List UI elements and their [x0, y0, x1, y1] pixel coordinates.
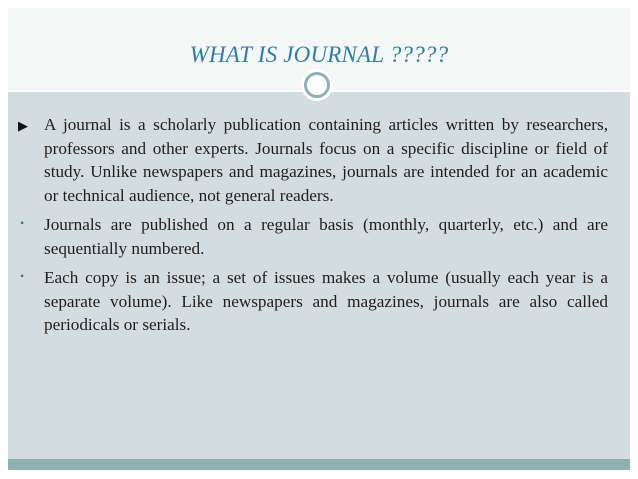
bullet-text: A journal is a scholarly publication containing articles written by researchers, professors and other experts. Journals focus on a specific discipline or field of study. Unlike newspapers and magazines, journals are intended for an academic or technical audience, not general readers. — [44, 115, 608, 205]
bullet-text: Journals are published on a regular basis (monthly, quarterly, etc.) and are sequentially numbered. — [44, 215, 608, 258]
slide-title: WHAT IS JOURNAL ????? — [189, 42, 449, 67]
bottom-accent-bar — [8, 459, 630, 470]
bullet-text: Each copy is an issue; a set of issues makes a volume (usually each year is a separate volume). Like newspapers and magazines, journals are also called periodicals or serials. — [44, 268, 608, 334]
dot-bullet-icon: • — [20, 216, 25, 230]
dot-bullet-icon: • — [20, 269, 25, 283]
bullet-item-published — [16, 213, 608, 260]
circle-ornament-icon — [304, 72, 330, 98]
bullet-item-definition — [16, 113, 608, 207]
bullet-list — [16, 113, 608, 343]
triangle-bullet-icon: ▶ — [18, 118, 28, 133]
bullet-item-issues — [16, 266, 608, 337]
